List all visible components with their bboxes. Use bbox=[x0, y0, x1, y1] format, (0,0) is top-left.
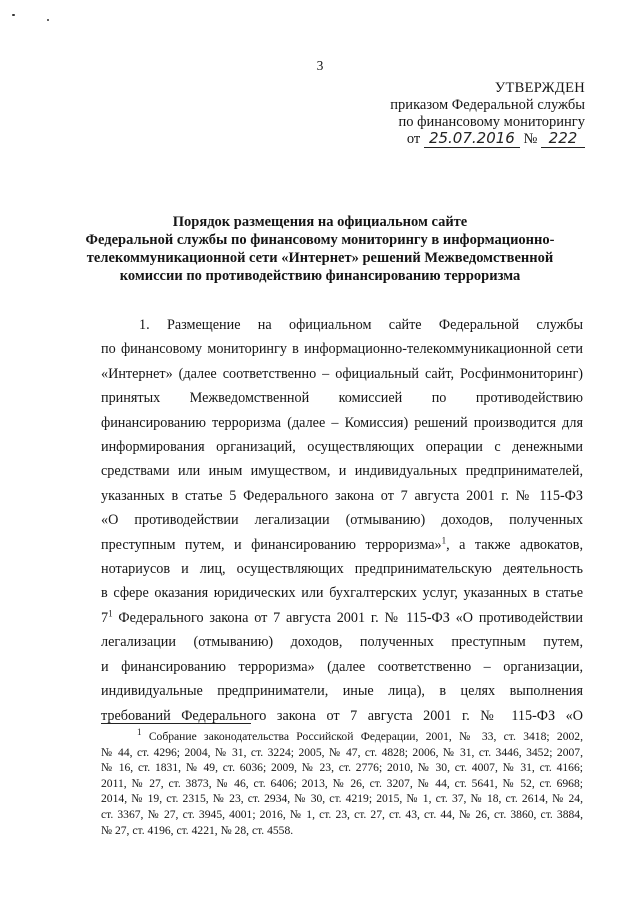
footnote-line: № 44, ст. 4296; 2004, № 31, ст. 3224; 2005, № 47, ст. 4828; 2006, № 31, ст. 3446, 3452; 2007, bbox=[101, 745, 583, 759]
handwritten-date: 25.07.2016 bbox=[424, 131, 520, 148]
approval-title: УТВЕРЖДЕН bbox=[494, 80, 585, 96]
heading-line: телекоммуникационной сети «Интернет» решений Межведомственной bbox=[86, 250, 554, 266]
footnote-separator bbox=[101, 723, 251, 724]
body-line: по финансовому мониторингу в информационно-телекоммуникационной сети bbox=[101, 341, 583, 358]
footnote-line: № 27, ст. 4196, ст. 4221, № 28, ст. 4558. bbox=[101, 823, 294, 837]
footnote bbox=[101, 729, 583, 838]
approval-line-1: приказом Федеральной службы bbox=[390, 97, 585, 113]
number-prefix: № bbox=[523, 131, 538, 147]
heading-line: комиссии по противодействию финансированию терроризма bbox=[119, 268, 521, 284]
body-line: индивидуальные предприниматели, иные лица), в целях выполнения bbox=[101, 683, 583, 700]
footnote-line: ст. 3367, № 27, ст. 3945, 4001; 2016, № 1, ст. 23, ст. 27, ст. 43, ст. 44, № 26, ст. 3860, ст. 3884, bbox=[101, 807, 583, 821]
body-line: и финансированию терроризма» (далее соответственно – организации, bbox=[101, 658, 583, 675]
body-line: нотариусов и лиц, осуществляющих предпринимательскую деятельность bbox=[101, 561, 583, 578]
body-line: информирования организаций, осуществляющих операции с денежными bbox=[101, 439, 583, 456]
footnote-line: $^1$ Собрание законодательства Российской Федерации, 2001, № 33, ст. 3418; 2002, bbox=[137, 727, 583, 743]
page-number: 3 bbox=[316, 58, 324, 73]
approval-line-2: по финансовому мониторингу bbox=[398, 114, 585, 130]
heading-line: Федеральной службы по финансовому мониторингу в информационно- bbox=[85, 232, 555, 248]
body-line: указанных в статье 5 Федерального закона от 7 августа 2001 г. № 115-ФЗ bbox=[101, 487, 583, 504]
body-line: «Интернет» (далее соответственно – официальный сайт, Росфинмониторинг) bbox=[101, 365, 583, 382]
body-line: средствами или иным имуществом, и индивидуальных предпринимателей, bbox=[101, 463, 583, 480]
body-line-with-footnote: преступным путем, и финансированию терроризма»$^1$, а также адвокатов, bbox=[101, 534, 583, 553]
footnote-line: 2014, № 19, ст. 2315, № 23, ст. 2934, № 30, ст. 4219; 2015, № 1, ст. 37, № 18, ст. 2614, № 24, bbox=[101, 792, 583, 806]
footnote-line: № 16, ст. 1831, № 49, ст. 6036; 2009, № 23, ст. 2776; 2010, № 30, ст. 4007, № 31, ст. 4166; bbox=[101, 761, 583, 775]
approval-order-line bbox=[355, 131, 585, 148]
body-line-article-ref: $7^1$ Федерального закона от 7 августа 2001 г. № 115-ФЗ «О противодействии bbox=[101, 608, 583, 626]
body-line: финансированию терроризма (далее – Комиссия) решений производится для bbox=[101, 414, 583, 431]
handwritten-number: 222 bbox=[541, 131, 585, 148]
body-line: 1. Размещение на официальном сайте Федеральной службы bbox=[139, 317, 583, 333]
footnote-line: 2011, № 27, ст. 3873, № 46, ст. 6406; 2013, № 26, ст. 3207, № 44, ст. 5641, № 52, ст. 6968; bbox=[101, 776, 583, 790]
scan-speck bbox=[47, 19, 49, 21]
body-line: требований Федерального закона от 7 августа 2001 г. № 115-ФЗ «О bbox=[101, 707, 583, 724]
document-heading bbox=[60, 213, 580, 285]
heading-line: Порядок размещения на официальном сайте bbox=[172, 214, 468, 230]
article-superscript: 1 bbox=[108, 608, 113, 619]
footnote-mark: 1 bbox=[137, 727, 142, 738]
body-line: принятых Межведомственной комиссией по противодействию bbox=[101, 390, 583, 407]
approval-stamp bbox=[355, 80, 585, 148]
footnote-reference: 1 bbox=[441, 534, 447, 545]
body-line: «О противодействии легализации (отмыванию) доходов, полученных bbox=[101, 512, 583, 529]
body-paragraph bbox=[101, 313, 583, 728]
date-prefix: от bbox=[406, 131, 421, 147]
body-line: легализации (отмыванию) доходов, полученных преступным путем, bbox=[101, 634, 583, 651]
body-line: в сфере оказания юридических или бухгалтерских услуг, указанных в статье bbox=[101, 585, 583, 602]
scan-speck bbox=[12, 14, 15, 16]
